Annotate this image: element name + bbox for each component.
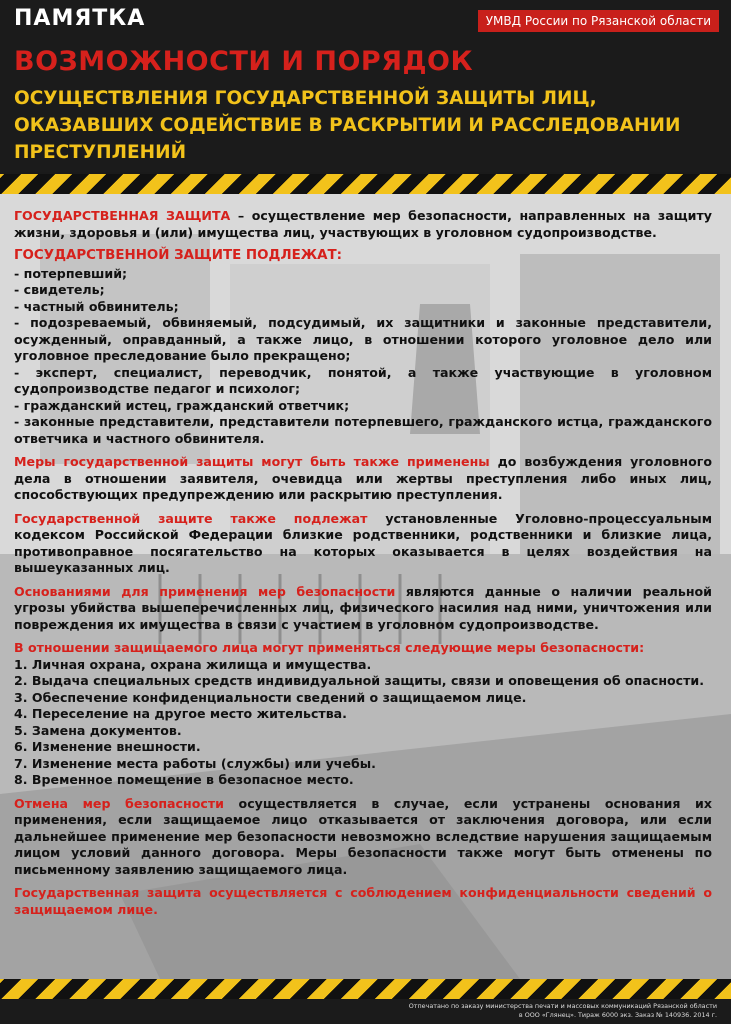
list-item: 1. Личная охрана, охрана жилища и имущества.	[14, 656, 372, 672]
subject-heading: ГОСУДАРСТВЕННОЙ ЗАЩИТЕ ПОДЛЕЖАТ:	[14, 248, 342, 263]
paragraph-text: являются данные о наличии реальной угрозы убийства вышеперечисленных лиц, физического насилия над ними, уничтожения или повреждения их имущества в связи с участием в уголовном судопроизводстве.	[14, 583, 712, 632]
title-yellow: ОСУЩЕСТВЛЕНИЯ ГОСУДАРСТВЕННОЙ ЗАЩИТЫ ЛИЦ, ОКАЗАВШИХ СОДЕЙСТВИЕ В РАСКРЫТИИ И РАССЛЕДОВАНИИ ПРЕСТУПЛЕНИЙ	[14, 88, 681, 163]
paragraph-grounds	[14, 584, 712, 634]
list-item: - гражданский истец, гражданский ответчик;	[14, 397, 350, 413]
paragraph-text: осуществляется в случае, если устранены основания их применения, если защищаемое лицо отказывается от заключения договора, или если дальнейшее применение мер безопасности невозможно вследствие нарушения защищаемым лицом условий данного договора. Меры безопасности также могут быть отменены по письменному заявлению защищаемого лица.	[14, 795, 712, 877]
imprint	[297, 1002, 717, 1020]
paragraph-text: до возбуждения уголовного дела в отношении заявителя, очевидца или жертвы преступления либо иных лиц, способствующих предупреждению или раскрытию преступления.	[14, 454, 712, 502]
measures-list	[14, 657, 712, 789]
list-item: - эксперт, специалист, переводчик, понятой, а также участвующие в уголовном судопроизводстве педагог и психолог;	[14, 364, 712, 396]
paragraph-lead: Государственной защите также подлежат	[14, 510, 368, 526]
measures-heading: В отношении защищаемого лица могут применяться следующие меры безопасности:	[14, 640, 645, 655]
list-item: 2. Выдача специальных средств индивидуальной защиты, связи и оповещения об опасности.	[14, 673, 705, 688]
list-item: 3. Обеспечение конфиденциальности сведений о защищаемом лице.	[14, 689, 527, 705]
list-item: 4. Переселение на другое место жительства.	[14, 706, 347, 721]
paragraph-lead: Основаниями для применения мер безопасности	[14, 583, 396, 599]
list-item: - свидетель;	[14, 282, 105, 297]
closing-statement: Государственная защита осуществляется с соблюдением конфиденциальности сведений о защищаемом лице.	[14, 885, 712, 917]
list-item: - потерпевший;	[14, 265, 128, 281]
department-badge: УМВД России по Рязанской области	[478, 10, 719, 32]
definition-paragraph	[14, 208, 712, 241]
imprint-line: в ООО «Глянец». Тираж 6000 экз. Заказ № 140936. 2014 г.	[518, 1011, 717, 1019]
paragraph-lead: Отмена мер безопасности	[14, 795, 224, 811]
paragraph-pre-case	[14, 454, 712, 504]
imprint-line: Отпечатано по заказу министерства печати и массовых коммуникаций Рязанской области	[408, 1002, 717, 1010]
list-item: - частный обвинитель;	[14, 298, 179, 314]
content-area	[0, 194, 731, 979]
paragraph-text: установленные Уголовно-процессуальным кодексом Российской Федерации близкие родственники, родственники и близкие лица, противоправное посягательство на которых оказывается в целях воздействия на вышеуказанных лиц.	[14, 510, 712, 575]
hazard-stripe-top	[0, 174, 731, 194]
definition-text: – осуществление мер безопасности, направленных на защиту жизни, здоровья и (или) имущества лиц, участвующих в уголовном судопроизводстве.	[14, 208, 712, 240]
hazard-stripe-bottom	[0, 979, 731, 999]
list-item: 7. Изменение места работы (службы) или учебы.	[14, 755, 376, 771]
list-item: 6. Изменение внешности.	[14, 739, 201, 754]
paragraph-lead: Меры государственной защиты могут быть также применены	[14, 454, 490, 469]
memo-text	[14, 208, 712, 925]
title-red: ВОЗМОЖНОСТИ И ПОРЯДОК	[14, 46, 474, 77]
list-item: - законные представители, представители потерпевшего, гражданского истца, гражданского ответчика и частного обвинителя.	[14, 414, 712, 446]
definition-term: ГОСУДАРСТВЕННАЯ ЗАЩИТА	[14, 208, 231, 223]
paragraph-relatives	[14, 511, 712, 577]
header	[0, 0, 731, 172]
list-item: 5. Замена документов.	[14, 722, 182, 738]
list-item: - подозреваемый, обвиняемый, подсудимый, их защитники и законные представители, осужденный, оправданный, а также лицо, в отношении которого уголовное дело или уголовное преследование было прекращено;	[14, 315, 712, 363]
memo-label: ПАМЯТКА	[14, 6, 146, 31]
list-item: 8. Временное помещение в безопасное место.	[14, 772, 354, 787]
paragraph-cancellation	[14, 796, 712, 879]
subject-list	[14, 266, 712, 448]
footer	[0, 999, 731, 1024]
